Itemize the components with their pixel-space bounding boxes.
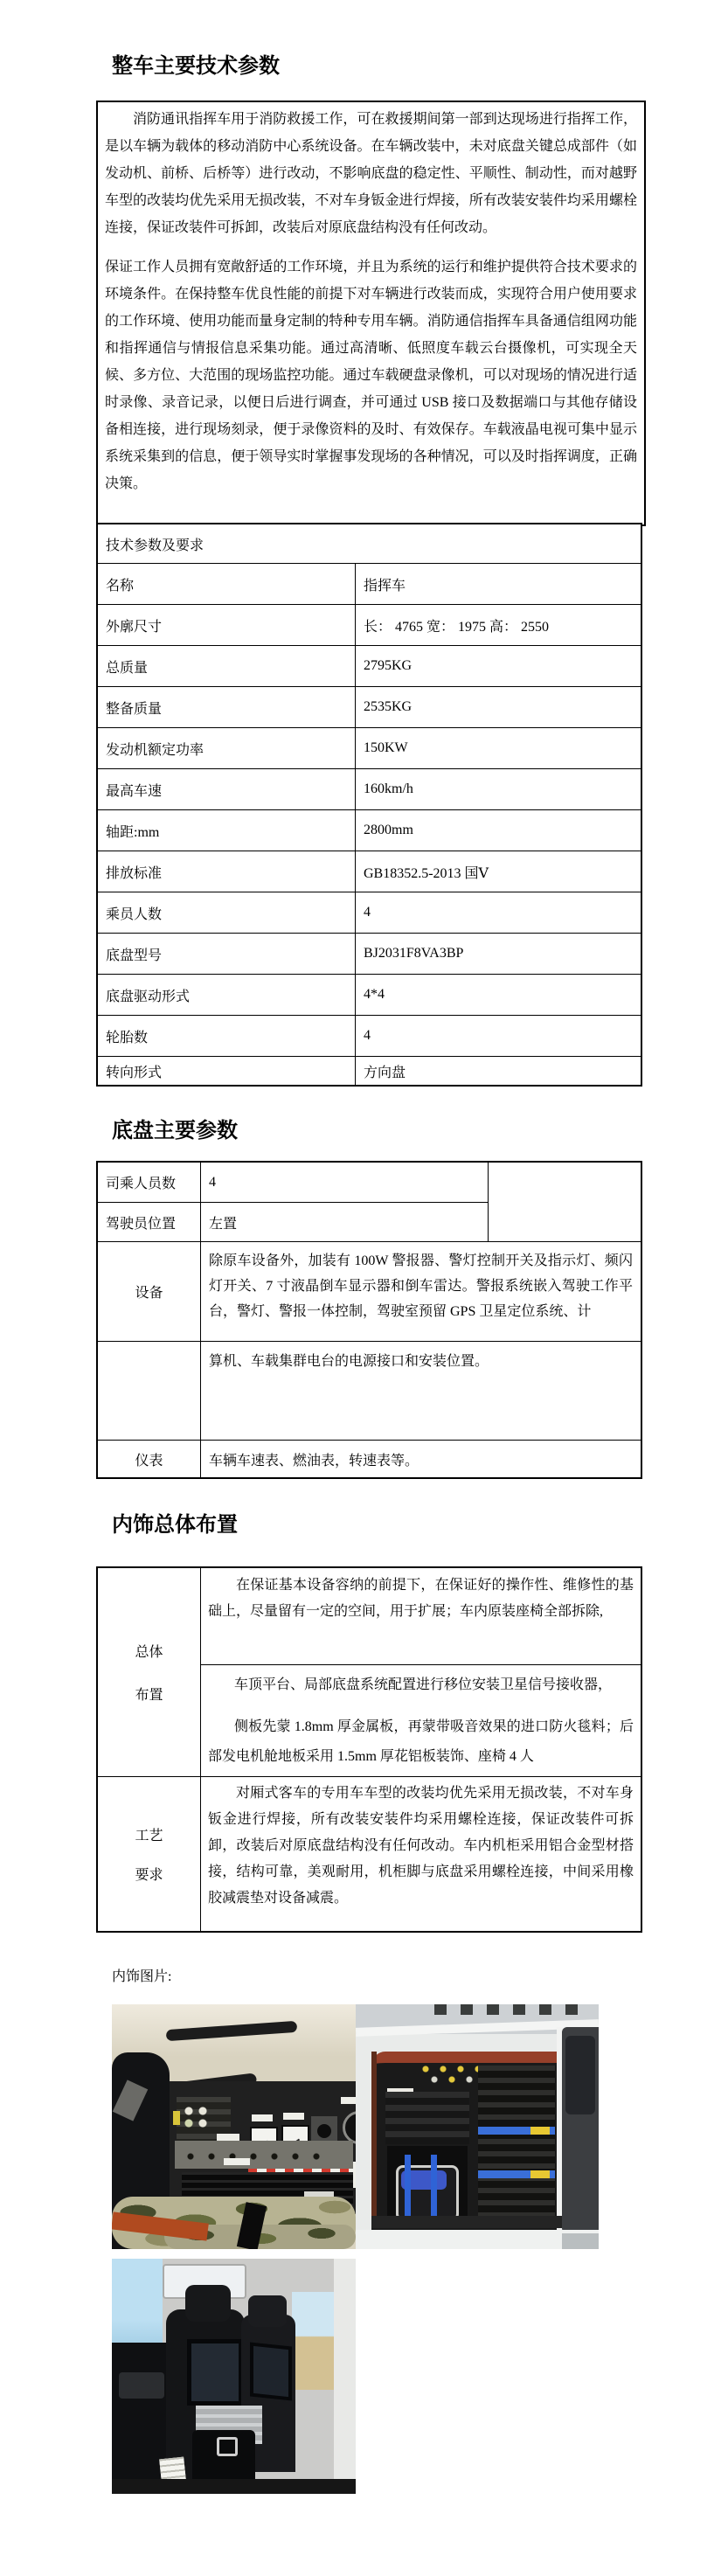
interior-photos-label: 内饰图片: (112, 1969, 172, 1984)
tech-parameters-table (96, 523, 642, 1087)
intro-text-box (96, 101, 646, 526)
door-pillar (334, 2259, 356, 2494)
intro-paragraph-1: 消防通讯指挥车用于消防救援工作，可在救援期间第一部到达现场进行指挥工作，是以车辆为载体的移动消防中心系统设备。在车辆改装中，未对底盘关键总成部件（如发动机、前桥、后桥等）进行改动，不影响底盘的稳定性、平顺性、制动性，而对越野车型的改装均优先采用无损改装，不对车身钣金进行焊接，所有改装安装件均采用螺栓连接，保证改装件可拆卸，改装后对原底盘结构没有任何改动。 (105, 112, 637, 235)
cabin-floor (371, 2216, 562, 2228)
yellow-tag (530, 2127, 550, 2135)
table-row-value: 4*4 (355, 974, 641, 1015)
section-title-chassis-parameters: 底盘主要参数 (112, 1118, 238, 1142)
cabin-floor (112, 2479, 356, 2494)
section-title-interior-layout: 内饰总体布置 (112, 1512, 238, 1537)
layout-row-b-p1: 车顶平台、局部底盘系统配置进行移位安装卫星信号接收器， (234, 1677, 613, 1692)
connector-dots (182, 2104, 217, 2130)
table-row-value: 车辆车速表、燃油表，转速表等。 (200, 1440, 641, 1477)
label-strip (341, 2097, 356, 2104)
label-strip (217, 2134, 239, 2141)
yellow-tag (530, 2170, 550, 2178)
table-row-label: 轴距:mm (98, 809, 355, 851)
interior-layout-table (96, 1566, 642, 1933)
table-row-value: 左置 (200, 1202, 488, 1241)
label-strip (283, 2113, 304, 2120)
table-row-value: 长： 4765 宽： 1975 高： 2550 (355, 604, 641, 645)
rear-seats-with-monitors-photo (112, 2259, 356, 2494)
craft-requirements-text: 对厢式客车的专用车车型的改装均优先采用无损改装，不对车身钣金进行焊接，所有改装安装件均采用螺栓连接，保证改装件可拆卸，改装后对原底盘结构没有任何改动。车内机柜采用铝合金型材搭接，结构可靠，美观耐用，机柜脚与底盘采用螺栓连接，中间采用橡胶减震垫对设备减震。 (208, 1786, 634, 1906)
interior-power-distribution-rack-photo (112, 2004, 356, 2249)
seatback-monitor (187, 2339, 243, 2406)
bag-buckle (217, 2437, 238, 2456)
table-row-value: 4 (355, 1015, 641, 1056)
roof-equipment (434, 2004, 592, 2015)
table-row-label: 整备质量 (98, 686, 355, 727)
empty-cell (488, 1163, 641, 1241)
headrest-left (185, 2285, 231, 2322)
table-row-value: 2800mm (355, 809, 641, 851)
table-row-label: 轮胎数 (98, 1015, 355, 1056)
layout-row-b (200, 1664, 641, 1776)
table-row-value: GB18352.5-2013 国Ⅴ (355, 851, 641, 892)
craft-label-line2: 要求 (135, 1868, 163, 1883)
intro-paragraph-2: 保证工作人员拥有宽敞舒适的工作环境，并且为系统的运行和维护提供符合技术要求的环境条件。在保持整车优良性能的前提下对车辆进行改装而成，实现符合用户使用要求的工作环境、使用功能而量身定制的特种专用车辆。消防通信指挥车具备通信组网功能和指挥通信与情报信息采集功能。通过高清晰、低照度车载云台摄像机，可实现全天候、多方位、大范围的现场监控功能。通过车载硬盘录像机，可以对现场的情况进行适时录像、录音记录，以便日后进行调查，并可通过 USB 接口及数据端口与其他存储设备相连接，进行现场刻录，便于录像资料的及时、有效保存。车载液晶电视可集中显示系统采集到的信息，便于领导实时掌握事发现场的各种情况，可以及时指挥调度，正确决策。 (105, 260, 637, 491)
label-strip (252, 2114, 273, 2121)
craft-label-line1: 工艺 (135, 1829, 163, 1843)
switch-knob (317, 2124, 331, 2138)
ground (562, 2233, 599, 2249)
table-row-label: 驾驶员位置 (98, 1202, 200, 1241)
generator-bay (387, 2146, 468, 2221)
door-window (565, 2036, 595, 2114)
right-window-landscape (292, 2292, 336, 2390)
cabinet-frame-left (371, 2052, 377, 2226)
connector-panel (417, 2062, 487, 2086)
rack-rail-blue (478, 2127, 555, 2135)
tie-down-strap (405, 2155, 411, 2219)
table-row-label: 乘员人数 (98, 892, 355, 933)
label-strip (224, 2158, 250, 2165)
table-row-label: 司乘人员数 (106, 1177, 177, 1191)
rack-slots-left (385, 2092, 469, 2144)
table-row-label: 转向形式 (98, 1056, 355, 1085)
table-row-label: 底盘型号 (98, 933, 355, 974)
table-row-label: 发动机额定功率 (98, 727, 355, 768)
table-row-value: 4 (355, 892, 641, 933)
open-rear-door (562, 2027, 599, 2233)
table-row-label: 设备 (98, 1241, 200, 1341)
rack-unit (175, 2141, 353, 2169)
table-row-value: 160km/h (355, 768, 641, 809)
table-row-value: 4 (200, 1163, 488, 1202)
headrest-right (248, 2295, 287, 2327)
rack-rail-blue (478, 2170, 555, 2178)
table-row-value: 150KW (355, 727, 641, 768)
equipment-text-part2: 算机、车载集群电台的电源接口和安装位置。 (200, 1341, 641, 1440)
craft-requirements (200, 1776, 641, 1931)
section-title-vehicle-parameters: 整车主要技术参数 (112, 53, 280, 78)
table-row-label: 底盘驱动形式 (98, 974, 355, 1015)
table-row-label: 仪表 (98, 1440, 200, 1477)
door-panel-pocket (119, 2372, 164, 2399)
table-row-label: 总质量 (98, 645, 355, 686)
layout-label-line2: 布置 (135, 1688, 163, 1703)
layout-label (98, 1568, 200, 1776)
round-meter (343, 2111, 356, 2144)
layout-row-a (200, 1568, 641, 1664)
layout-label-line1: 总体 (135, 1645, 163, 1660)
table-row-value: 2535KG (355, 686, 641, 727)
yellow-connector (173, 2111, 180, 2125)
tie-down-strap (431, 2155, 437, 2219)
table-row-value: 方向盘 (355, 1056, 641, 1085)
empty-cell (98, 1341, 200, 1440)
chassis-parameters-table (96, 1161, 642, 1479)
table-row-label: 排放标准 (98, 851, 355, 892)
table-row-value: BJ2031F8VA3BP (355, 933, 641, 974)
table-row-label: 名称 (98, 563, 355, 604)
table-row-label: 最高车速 (98, 768, 355, 809)
tech-table-header: 技术参数及要求 (106, 538, 205, 553)
craft-label (98, 1776, 200, 1931)
rear-equipment-cabinet-photo (356, 2004, 599, 2249)
table-row-value: 2795KG (355, 645, 641, 686)
equipment-text-part1: 除原车设备外，加装有 100W 警报器、警灯控制开关及指示灯、频闪灯开关、7 寸液晶倒车显示器和倒车雷达。警报系统嵌入驾驶工作平台，警灯、警报一体控制，驾驶室预留 GPS 卫星定位系统、计 (200, 1241, 641, 1341)
layout-row-b-p2: 侧板先蒙 1.8mm 厚金属板，再蒙带吸音效果的进口防火毯料；后部发电机舱地板采用 1.5mm 厚花铝板装饰、座椅 4 人 (208, 1719, 634, 1764)
seatback-monitor (250, 2342, 292, 2400)
layout-row-a-text: 在保证基本设备容纳的前提下，在保证好的操作性、维修性的基础上，尽量留有一定的空间，用于扩展；车内原装座椅全部拆除, (208, 1578, 634, 1619)
rack-slots-right (478, 2066, 555, 2223)
table-row-value: 指挥车 (355, 563, 641, 604)
table-row-label: 外廓尺寸 (98, 604, 355, 645)
